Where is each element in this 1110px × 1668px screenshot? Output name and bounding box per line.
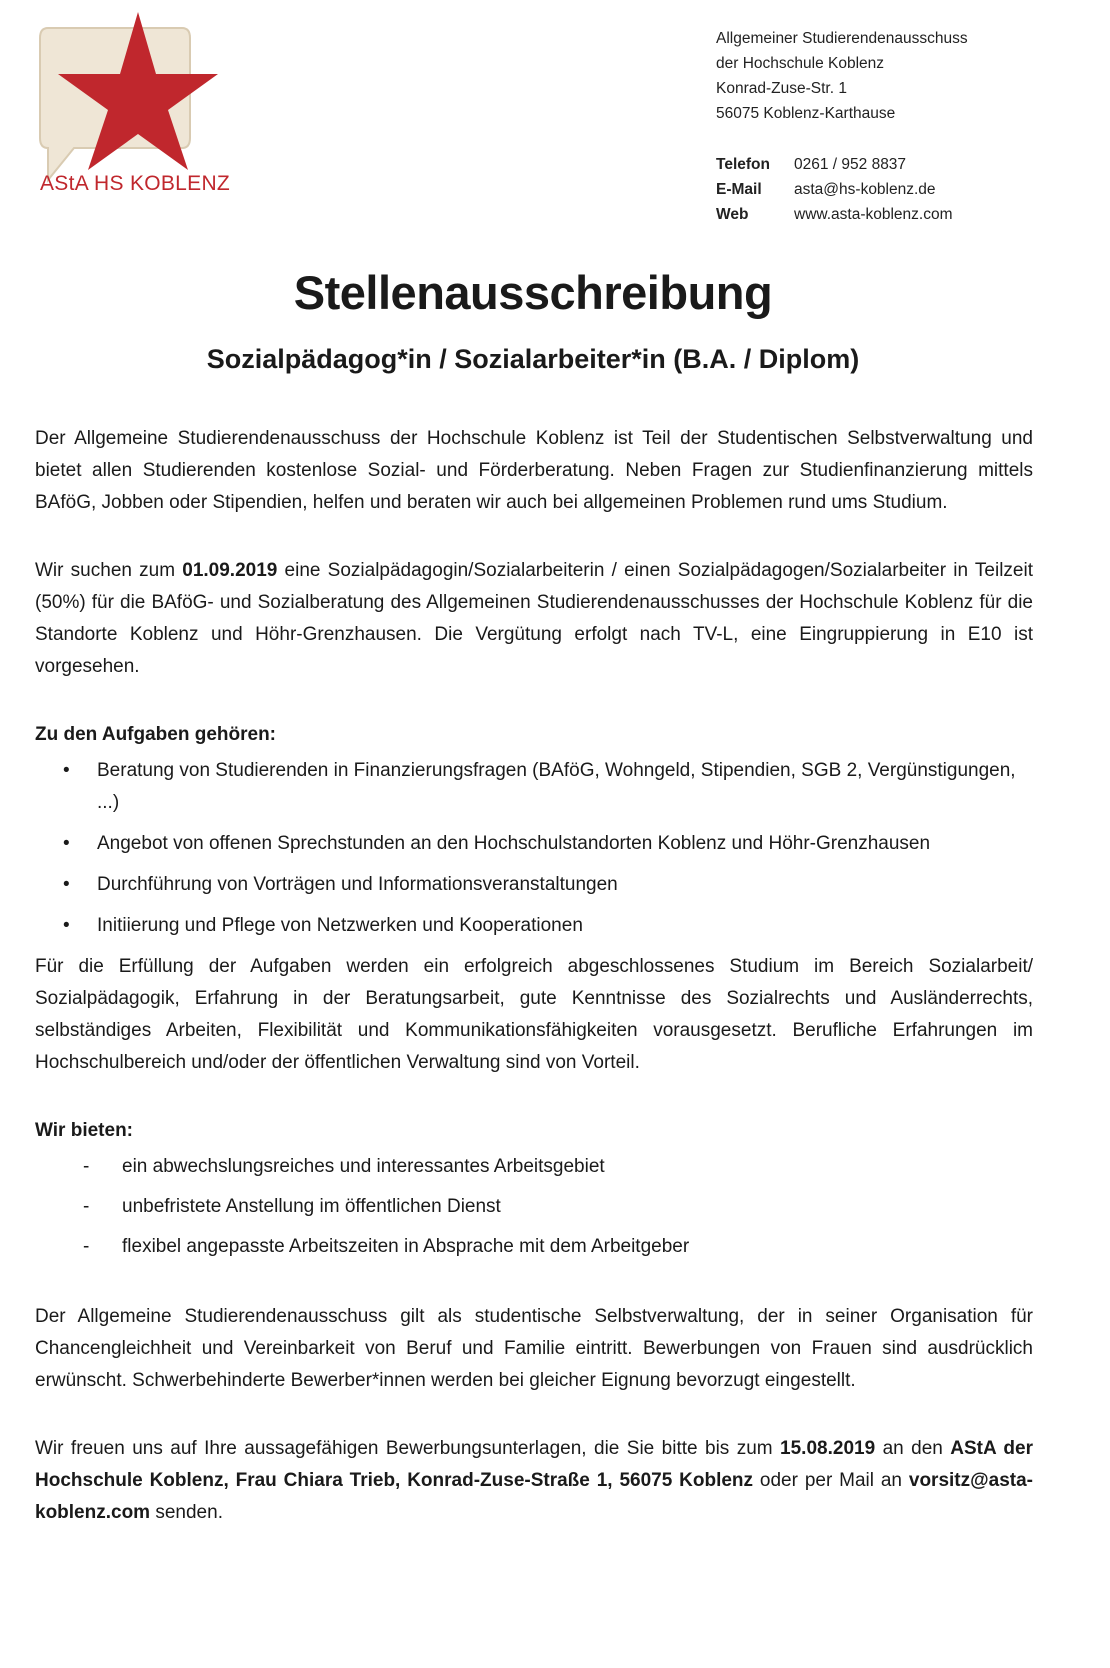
list-item: • Beratung von Studierenden in Finanzierungsfragen (BAföG, Wohngeld, Stipendien, SGB 2, Vergünstigungen, ...) bbox=[35, 755, 1033, 819]
benefits-list bbox=[35, 1151, 1033, 1263]
requirements-paragraph: Für die Erfüllung der Aufgaben werden ein erfolgreich abgeschlossenes Studium im Bereich Sozialarbeit/ Sozialpädagogik, Erfahrung in der Beratungsarbeit, gute Kenntnisse des Sozialrechts und Ausländerrechts, selbständiges Arbeiten, Flexibilität und Kommunikationsfähigkeiten vorausgesetzt. Berufliche Erfahrungen im Hochschulbereich und/oder der öffentlichen Verwaltung sind von Vorteil. bbox=[35, 956, 1033, 1073]
email-value[interactable]: asta@hs-koblenz.de bbox=[794, 181, 936, 198]
contact-block bbox=[716, 152, 953, 227]
closing-mid2: oder per Mail an bbox=[753, 1470, 909, 1491]
contact-email bbox=[716, 177, 953, 202]
list-item: • Initiierung und Pflege von Netzwerken und Kooperationen bbox=[35, 910, 1033, 942]
list-item: - ein abwechslungsreiches und interessantes Arbeitsgebiet bbox=[35, 1151, 1033, 1183]
phone-value: 0261 / 952 8837 bbox=[794, 156, 907, 173]
address-line: Allgemeiner Studierendenausschuss bbox=[716, 30, 968, 47]
intro-paragraph: Der Allgemeine Studierendenausschuss der Hochschule Koblenz ist Teil der Studentischen Selbstverwaltung und bietet allen Studierenden kostenlose Sozial- und Förderberatung. Neben Fragen zur Studienfinanzierung mittels BAföG, Jobben oder Stipendien, helfen und beraten wir auch bei allgemeinen Problemen rund ums Studium. bbox=[35, 428, 1033, 513]
offer-paragraph bbox=[35, 555, 1033, 683]
address-line: der Hochschule Koblenz bbox=[716, 55, 885, 72]
recipient-address: AStA der Hochschule Koblenz, Frau Chiara Trieb, Konrad-Zuse-Straße 1, 56075 Koblenz bbox=[35, 1438, 1033, 1491]
page-subtitle: Sozialpädagog*in / Sozialarbeiter*in (B.A. / Diplom) bbox=[206, 344, 860, 374]
equality-paragraph: Der Allgemeine Studierendenausschuss gilt als studentische Selbstverwaltung, der in seiner Organisation für Chancengleichheit und Vereinbarkeit von Beruf und Familie eintritt. Bewerbungen von Frauen sind ausdrücklich erwünscht. Schwerbehinderte Bewerber*innen werden bei gleicher Eignung bevorzugt eingestellt. bbox=[35, 1306, 1033, 1391]
contact-phone bbox=[716, 152, 953, 177]
tasks-list bbox=[35, 755, 1033, 942]
application-email[interactable]: vorsitz@asta-koblenz.com bbox=[35, 1470, 1033, 1523]
sender-address bbox=[716, 26, 968, 126]
offer-pre: Wir suchen zum bbox=[35, 560, 183, 581]
closing-mid: an den bbox=[875, 1438, 951, 1459]
contact-web bbox=[716, 202, 953, 227]
list-item: - flexibel angepasste Arbeitszeiten in Absprache mit dem Arbeitgeber bbox=[35, 1231, 1033, 1263]
address-line: 56075 Koblenz-Karthause bbox=[716, 105, 896, 122]
list-item: • Durchführung von Vorträgen und Informationsveranstaltungen bbox=[35, 869, 1033, 901]
web-label: Web bbox=[716, 206, 749, 223]
email-label: E-Mail bbox=[716, 181, 762, 198]
document-body bbox=[35, 423, 1033, 1529]
phone-label: Telefon bbox=[716, 156, 770, 173]
closing-post: senden. bbox=[150, 1502, 223, 1523]
logo-text: AStA HS KOBLENZ bbox=[40, 172, 231, 195]
list-item: • Angebot von offenen Sprechstunden an den Hochschulstandorten Koblenz und Höhr-Grenzhausen bbox=[35, 828, 1033, 860]
page-title: Stellenausschreibung bbox=[293, 266, 773, 319]
web-value[interactable]: www.asta-koblenz.com bbox=[794, 206, 953, 223]
start-date: 01.09.2019 bbox=[182, 560, 278, 581]
list-item: - unbefristete Anstellung im öffentlichen Dienst bbox=[35, 1191, 1033, 1223]
closing-pre: Wir freuen uns auf Ihre aussagefähigen Bewerbungsunterlagen, die Sie bitte bis zum bbox=[35, 1438, 781, 1459]
benefits-heading: Wir bieten: bbox=[35, 1120, 133, 1141]
deadline-date: 15.08.2019 bbox=[780, 1438, 876, 1459]
address-line: Konrad-Zuse-Str. 1 bbox=[716, 80, 847, 97]
offer-post: eine Sozialpädagogin/Sozialarbeiterin / einen Sozialpädagogen/Sozialarbeiter in Teilzeit (50%) für die BAföG- und Sozialberatung des Allgemeinen Studierendenausschusses der Hochschule Koblenz für die Standorte Koblenz und Höhr-Grenzhausen. Die Vergütung erfolgt nach TV-L, eine Eingruppierung in E10 ist vorgesehen. bbox=[35, 560, 1033, 677]
tasks-heading: Zu den Aufgaben gehören: bbox=[35, 724, 277, 745]
closing-paragraph bbox=[35, 1433, 1033, 1529]
